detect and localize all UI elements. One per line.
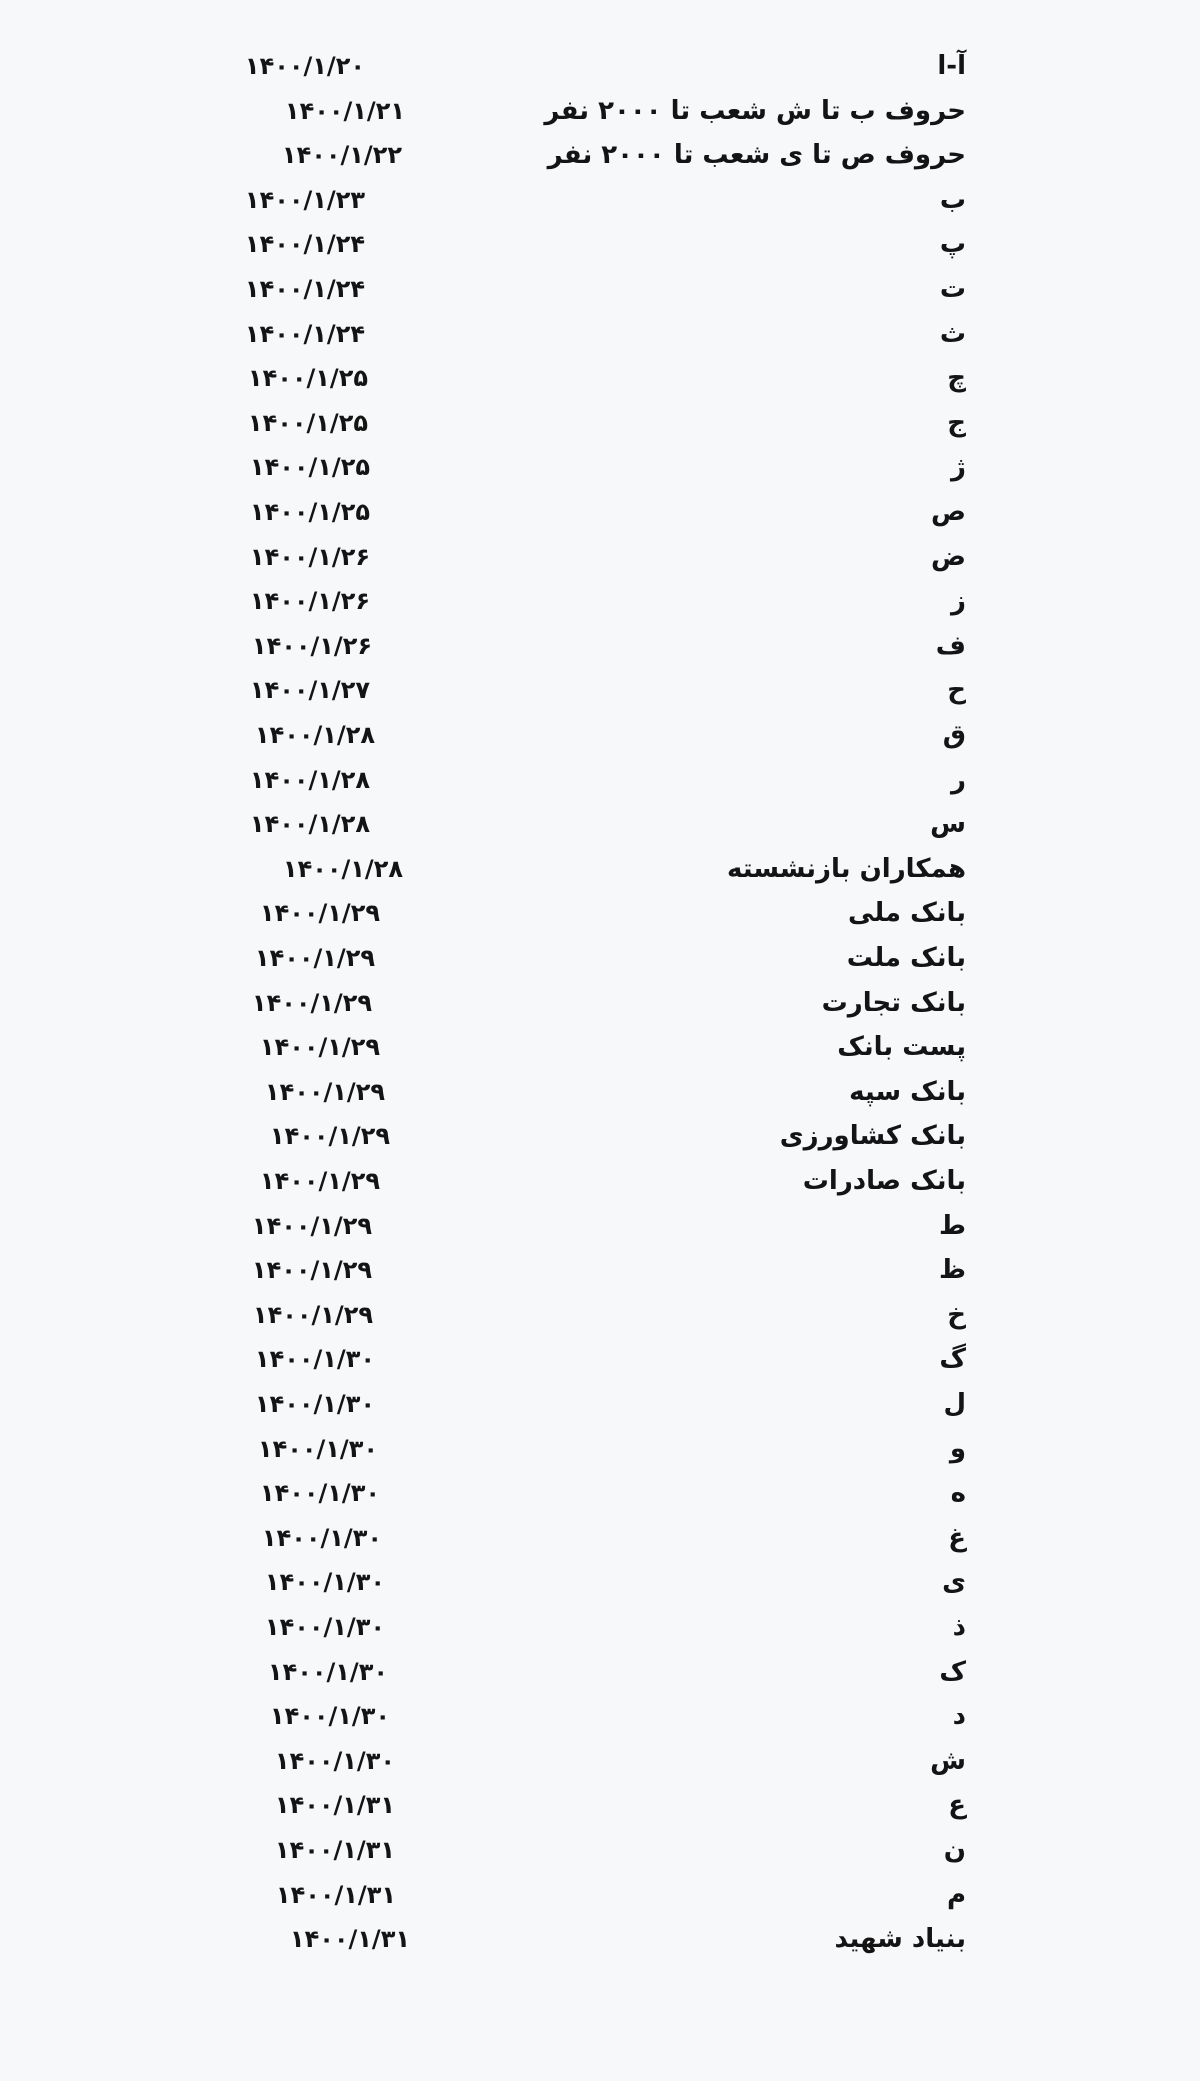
group-name: ص: [931, 497, 966, 527]
group-date: ۱۴۰۰/۱/۳۰: [259, 1479, 380, 1507]
group-name: پست بانک: [837, 1032, 966, 1062]
list-item: [0, 1873, 1200, 1917]
list-item: [0, 579, 1200, 623]
group-date: ۱۴۰۰/۱/۲۹: [264, 1078, 385, 1106]
list-item: [0, 981, 1200, 1025]
list-item: [0, 178, 1200, 222]
group-name: خ: [947, 1300, 966, 1330]
group-date: ۱۴۰۰/۱/۲۹: [254, 944, 375, 972]
list-item: [0, 668, 1200, 712]
group-date: ۱۴۰۰/۱/۳۰: [264, 1568, 385, 1596]
group-name: ر: [951, 765, 966, 795]
group-date: ۱۴۰۰/۱/۳۰: [269, 1702, 390, 1730]
group-name: م: [946, 1880, 966, 1910]
list-item: [0, 1337, 1200, 1381]
list-item: [0, 1605, 1200, 1649]
list-item: [0, 222, 1200, 266]
group-name: ک: [939, 1657, 966, 1687]
group-name: ت: [939, 274, 966, 304]
group-date: ۱۴۰۰/۱/۲۸: [282, 855, 403, 883]
list-item: [0, 758, 1200, 802]
group-date: ۱۴۰۰/۱/۳۰: [274, 1747, 395, 1775]
group-date: ۱۴۰۰/۱/۲۹: [251, 1256, 372, 1284]
group-date: ۱۴۰۰/۱/۲۹: [259, 1033, 380, 1061]
group-date: ۱۴۰۰/۱/۲۸: [249, 810, 370, 838]
list-item: [0, 1694, 1200, 1738]
group-name: همکاران بازنشسته: [726, 854, 966, 884]
list-item: [0, 535, 1200, 579]
group-date: ۱۴۰۰/۱/۲۴: [244, 275, 365, 303]
list-item: [0, 1427, 1200, 1471]
group-date: ۱۴۰۰/۱/۳۱: [274, 1791, 395, 1819]
group-date: ۱۴۰۰/۱/۳۱: [274, 1836, 395, 1864]
group-name: بانک صادرات: [802, 1166, 966, 1196]
group-date: ۱۴۰۰/۱/۲۵: [249, 453, 370, 481]
list-item: [0, 133, 1200, 177]
list-item: [0, 624, 1200, 668]
list-item: [0, 401, 1200, 445]
group-date: ۱۴۰۰/۱/۲۳: [244, 186, 365, 214]
list-item: [0, 1159, 1200, 1203]
group-name: بانک ملی: [848, 898, 966, 928]
group-date: ۱۴۰۰/۱/۲۸: [254, 721, 375, 749]
list-item: [0, 1650, 1200, 1694]
group-name: ث: [939, 319, 966, 349]
list-item: [0, 89, 1200, 133]
group-date: ۱۴۰۰/۱/۲۶: [249, 543, 370, 571]
group-name: ع: [948, 1790, 966, 1820]
group-name: چ: [947, 363, 966, 393]
list-item: [0, 1293, 1200, 1337]
group-date: ۱۴۰۰/۱/۲۲: [281, 141, 402, 169]
list-item: [0, 356, 1200, 400]
group-name: بانک تجارت: [821, 988, 966, 1018]
group-name: حروف ص تا ی شعب تا ۲۰۰۰ نفر: [547, 140, 966, 170]
group-name: ط: [938, 1211, 966, 1241]
group-name: ن: [943, 1835, 966, 1865]
group-date: ۱۴۰۰/۱/۲۸: [249, 766, 370, 794]
group-name: ل: [943, 1389, 966, 1419]
group-date: ۱۴۰۰/۱/۳۰: [264, 1613, 385, 1641]
group-name: ج: [947, 408, 966, 438]
group-date: ۱۴۰۰/۱/۳۰: [267, 1658, 388, 1686]
group-name: ش: [930, 1746, 966, 1776]
group-name: گ: [939, 1344, 966, 1374]
list-item: [0, 847, 1200, 891]
list-item: [0, 267, 1200, 311]
list-item: [0, 1783, 1200, 1827]
group-date: ۱۴۰۰/۱/۲۶: [249, 587, 370, 615]
group-date: ۱۴۰۰/۱/۲۹: [259, 1167, 380, 1195]
group-date: ۱۴۰۰/۱/۲۱: [284, 97, 405, 125]
group-name: غ: [948, 1523, 966, 1553]
list-item: [0, 312, 1200, 356]
list-item: [0, 1382, 1200, 1426]
group-name: بانک کشاورزی: [779, 1121, 966, 1151]
group-date: ۱۴۰۰/۱/۲۴: [244, 230, 365, 258]
group-date: ۱۴۰۰/۱/۲۹: [252, 1301, 373, 1329]
list-item: [0, 1917, 1200, 1961]
group-name: پ: [939, 229, 966, 259]
list-item: [0, 1739, 1200, 1783]
list-item: [0, 1025, 1200, 1069]
list-item: [0, 1070, 1200, 1114]
list-item: [0, 490, 1200, 534]
group-date: ۱۴۰۰/۱/۲۵: [247, 409, 368, 437]
group-name: ب: [939, 185, 966, 215]
group-date: ۱۴۰۰/۱/۲۹: [251, 1212, 372, 1240]
group-name: ز: [951, 586, 966, 616]
group-name: ی: [942, 1567, 966, 1597]
group-date: ۱۴۰۰/۱/۳۱: [275, 1881, 396, 1909]
group-name: ه: [950, 1478, 966, 1508]
list-item: [0, 891, 1200, 935]
list-item: [0, 1471, 1200, 1515]
group-date: ۱۴۰۰/۱/۲۰: [244, 52, 365, 80]
group-name: ذ: [952, 1612, 966, 1642]
group-date: ۱۴۰۰/۱/۳۰: [257, 1435, 378, 1463]
group-name: ح: [947, 675, 966, 705]
group-date: ۱۴۰۰/۱/۲۹: [251, 989, 372, 1017]
list-item: [0, 802, 1200, 846]
group-name: ض: [931, 542, 966, 572]
list-item: [0, 1560, 1200, 1604]
group-date: ۱۴۰۰/۱/۲۹: [259, 899, 380, 927]
group-date: ۱۴۰۰/۱/۲۵: [247, 364, 368, 392]
group-name: د: [952, 1701, 966, 1731]
group-name: بانک سپه: [849, 1077, 966, 1107]
list-item: [0, 1204, 1200, 1248]
group-name: ظ: [938, 1255, 966, 1285]
group-name: ف: [935, 631, 966, 661]
list-item: [0, 936, 1200, 980]
group-date: ۱۴۰۰/۱/۲۷: [249, 676, 370, 704]
group-date: ۱۴۰۰/۱/۲۴: [244, 320, 365, 348]
group-date: ۱۴۰۰/۱/۳۰: [254, 1345, 375, 1373]
list-item: [0, 1828, 1200, 1872]
list-item: [0, 1516, 1200, 1560]
list-item: [0, 1114, 1200, 1158]
list-item: [0, 713, 1200, 757]
list-item: [0, 445, 1200, 489]
group-name: س: [930, 809, 966, 839]
group-name: ژ: [951, 452, 966, 482]
group-name: ق: [942, 720, 966, 750]
group-date: ۱۴۰۰/۱/۳۰: [261, 1524, 382, 1552]
list-item: [0, 1248, 1200, 1292]
list-item: [0, 44, 1200, 88]
group-name: آ-ا: [937, 51, 966, 81]
group-date: ۱۴۰۰/۱/۳۰: [254, 1390, 375, 1418]
group-date: ۱۴۰۰/۱/۲۹: [269, 1122, 390, 1150]
group-date: ۱۴۰۰/۱/۲۶: [251, 632, 372, 660]
group-date: ۱۴۰۰/۱/۳۱: [289, 1925, 410, 1953]
group-name: حروف ب تا ش شعب تا ۲۰۰۰ نفر: [544, 96, 966, 126]
group-name: بانک ملت: [846, 943, 966, 973]
group-name: بنیاد شهید: [834, 1924, 966, 1954]
group-name: و: [949, 1434, 966, 1464]
group-date: ۱۴۰۰/۱/۲۵: [249, 498, 370, 526]
